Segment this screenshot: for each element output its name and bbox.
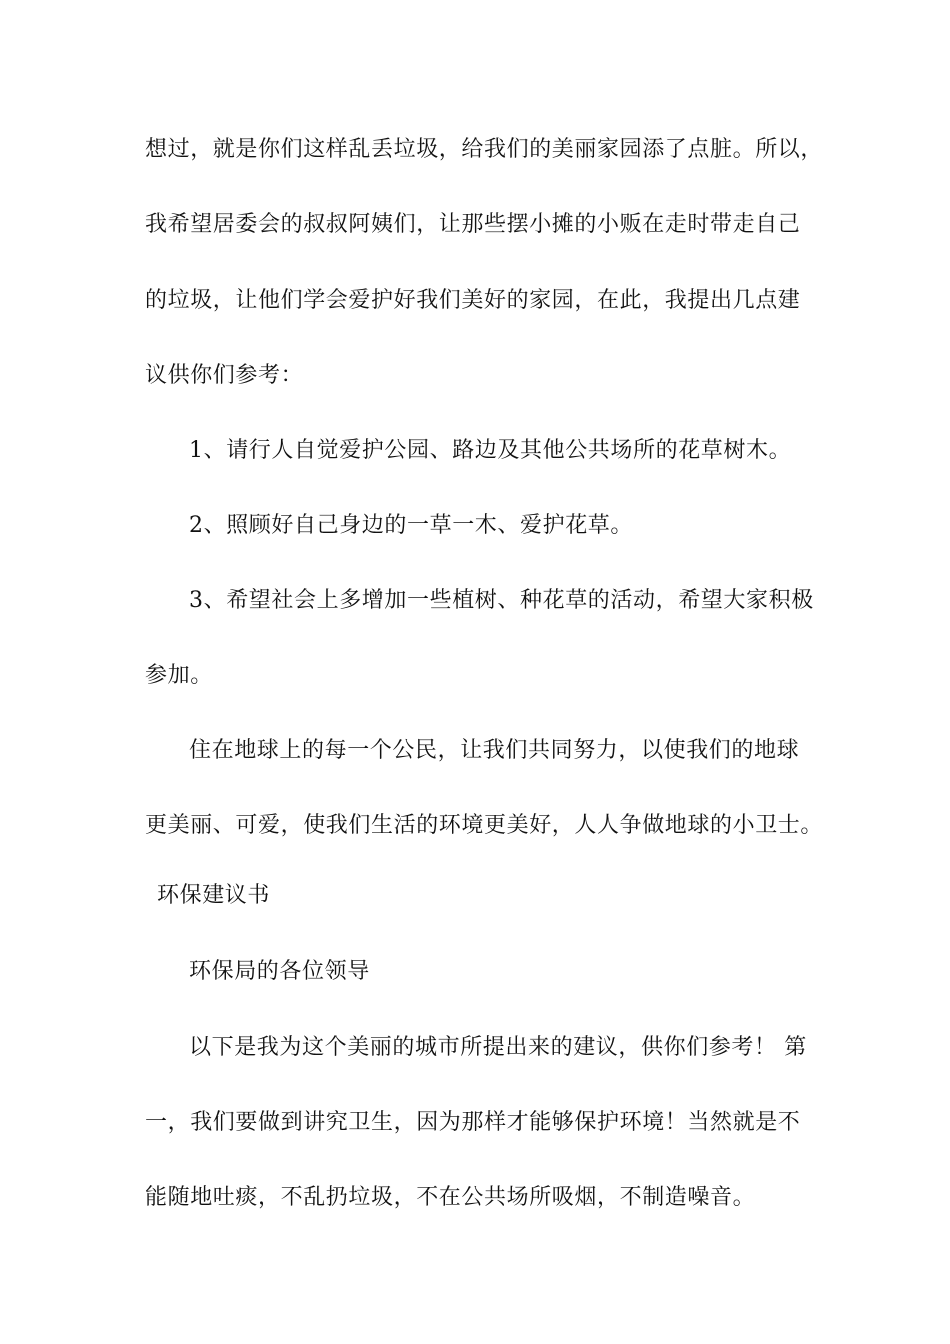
suggestion-item-3: 3、希望社会上多增加一些植树、种花草的活动，希望大家积极 xyxy=(189,588,814,613)
paragraph-line: 想过，就是你们这样乱丢垃圾，给我们的美丽家园添了点脏。所以， xyxy=(145,137,824,162)
suggestion-item-2: 2、照顾好自己身边的一草一木、爱护花草。 xyxy=(189,513,633,538)
paragraph-line: 能随地吐痰，不乱扔垃圾，不在公共场所吸烟，不制造噪音。 xyxy=(145,1185,756,1210)
paragraph-line: 住在地球上的每一个公民，让我们共同努力，以使我们的地球 xyxy=(189,738,800,763)
section-title: 环保建议书 xyxy=(157,883,271,908)
suggestion-item-1: 1、请行人自觉爱护公园、路边及其他公共场所的花草树木。 xyxy=(189,438,792,463)
paragraph-line: 一，我们要做到讲究卫生，因为那样才能够保护环境！当然就是不 xyxy=(145,1110,801,1135)
paragraph-line: 的垃圾，让他们学会爱护好我们美好的家园，在此，我提出几点建 xyxy=(145,288,801,313)
salutation: 环保局的各位领导 xyxy=(189,959,370,984)
paragraph-line: 我希望居委会的叔叔阿姨们，让那些摆小摊的小贩在走时带走自己 xyxy=(145,212,801,237)
paragraph-line: 参加。 xyxy=(145,663,213,688)
paragraph-line: 以下是我为这个美丽的城市所提出来的建议，供你们参考！ 第 xyxy=(189,1035,807,1060)
paragraph-line: 更美丽、可爱，使我们生活的环境更美好，人人争做地球的小卫士。 xyxy=(145,813,824,838)
paragraph-line: 议供你们参考： xyxy=(145,363,304,388)
